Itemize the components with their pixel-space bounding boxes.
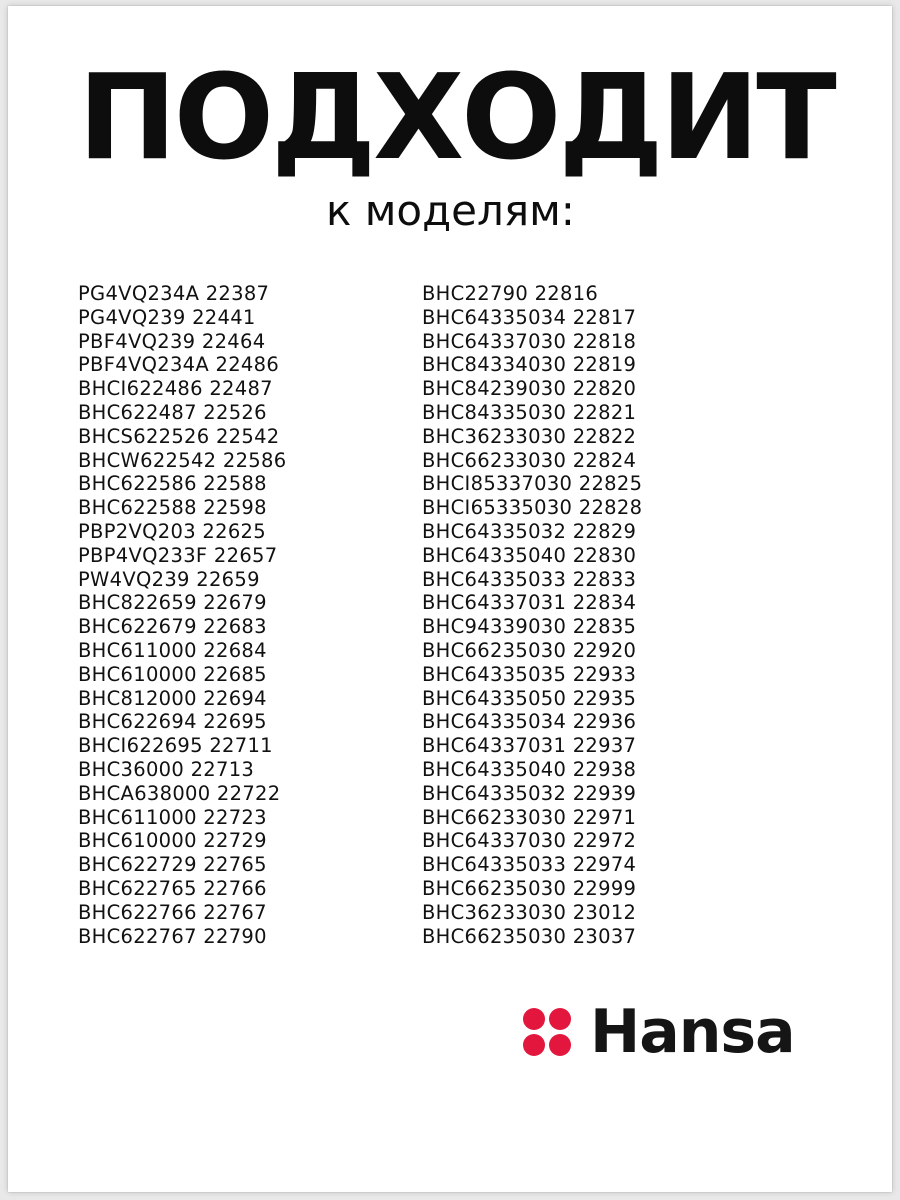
model-item: BHC622765 22766: [78, 876, 267, 900]
model-item: BHC64335035 22933: [422, 662, 637, 686]
model-item: BHCW622542 22586: [78, 448, 287, 472]
model-item: PG4VQ234A 22387: [78, 282, 270, 305]
model-item: BHC622679 22683: [78, 615, 267, 639]
model-item: PBF4VQ239 22464: [78, 329, 266, 353]
model-item: BHC812000 22694: [78, 686, 267, 710]
models-list-left: [78, 282, 286, 948]
model-item: BHC64335032 22939: [422, 781, 637, 805]
model-item: BHC66233030 22824: [422, 448, 637, 472]
model-item: BHC94339030 22835: [422, 615, 637, 639]
model-item: BHC36233030 22822: [422, 424, 637, 448]
model-item: BHC64335034 22817: [422, 305, 637, 329]
brand-name: Hansa: [590, 997, 795, 1067]
model-item: BHC64335033 22974: [422, 853, 637, 877]
model-item: PBP4VQ233F 22657: [78, 543, 278, 567]
four-dots-logo-icon: [520, 1005, 574, 1059]
model-item: BHC622487 22526: [78, 400, 267, 424]
model-item: BHC610000 22685: [78, 662, 267, 686]
model-item: BHC622766 22767: [78, 900, 267, 924]
model-item: BHC822659 22679: [78, 591, 267, 615]
model-item: BHC64335040 22830: [422, 543, 637, 567]
model-item: BHC84239030 22820: [422, 377, 637, 401]
model-item: BHC66235030 23037: [422, 924, 637, 948]
model-item: BHCI65335030 22828: [422, 496, 643, 520]
model-item: BHCI85337030 22825: [422, 472, 643, 496]
product-info-card: [8, 6, 892, 1192]
model-item: BHC66233030 22971: [422, 805, 637, 829]
model-item: BHC622729 22765: [78, 853, 267, 877]
model-item: BHCI622486 22487: [78, 377, 273, 401]
model-item: PBF4VQ234A 22486: [78, 353, 280, 377]
model-item: BHC64335040 22938: [422, 757, 637, 781]
model-item: BHC622588 22598: [78, 496, 267, 520]
model-item: BHC64335032 22829: [422, 519, 637, 543]
model-item: BHCI622695 22711: [78, 734, 273, 758]
model-item: BHC622586 22588: [78, 472, 267, 496]
model-item: PG4VQ239 22441: [78, 305, 256, 329]
model-item: BHCS622526 22542: [78, 424, 280, 448]
model-item: BHC622767 22790: [78, 924, 267, 948]
headline: ПОДХОДИТ: [78, 48, 834, 186]
model-item: BHC611000 22723: [78, 805, 267, 829]
model-item: BHC622694 22695: [78, 710, 267, 734]
model-item: PBP2VQ203 22625: [78, 519, 266, 543]
model-item: BHC66235030 22920: [422, 638, 637, 662]
model-item: BHC64335050 22935: [422, 686, 637, 710]
model-item: BHC64337031 22937: [422, 734, 637, 758]
model-item: BHC36233030 23012: [422, 900, 637, 924]
brand-logo: [520, 997, 795, 1067]
model-item: BHC64335033 22833: [422, 567, 637, 591]
model-item: BHC64335034 22936: [422, 710, 637, 734]
model-item: BHC64337030 22818: [422, 329, 637, 353]
model-item: BHC611000 22684: [78, 638, 267, 662]
model-item: BHC64337031 22834: [422, 591, 637, 615]
model-item: BHC36000 22713: [78, 757, 255, 781]
subheadline: к моделям:: [326, 186, 575, 235]
model-item: BHC66235030 22999: [422, 876, 637, 900]
model-item: BHC610000 22729: [78, 829, 267, 853]
model-item: BHC22790 22816: [422, 282, 599, 305]
model-item: PW4VQ239 22659: [78, 567, 260, 591]
model-item: BHC84334030 22819: [422, 353, 637, 377]
model-item: BHC84335030 22821: [422, 400, 637, 424]
model-item: BHCA638000 22722: [78, 781, 281, 805]
model-item: BHC64337030 22972: [422, 829, 637, 853]
models-list-right: [422, 282, 642, 948]
